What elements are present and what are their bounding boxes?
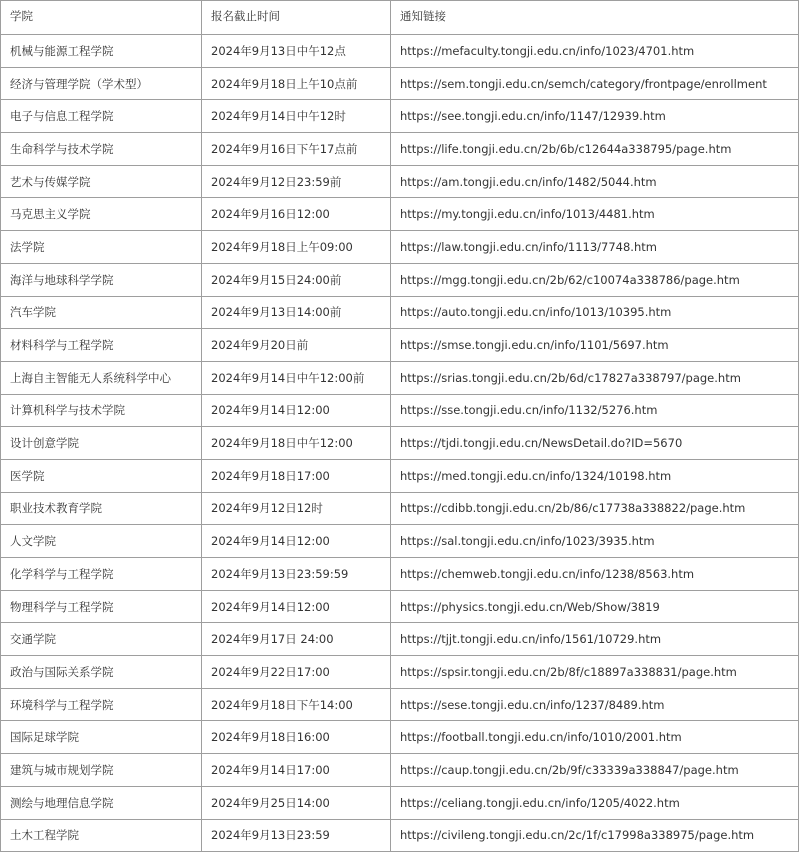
- table-row: [1, 198, 799, 231]
- notice-link-cell: https://celiang.tongji.edu.cn/info/1205/4022.htm: [391, 786, 799, 819]
- table-row: [1, 100, 799, 133]
- deadline-cell: 2024年9月20日前: [202, 329, 391, 362]
- school-name-cell: 机械与能源工程学院: [1, 35, 202, 68]
- notice-link-cell: https://sal.tongji.edu.cn/info/1023/3935.htm: [391, 525, 799, 558]
- deadline-cell: 2024年9月15日24:00前: [202, 263, 391, 296]
- school-name-cell: 化学科学与工程学院: [1, 558, 202, 591]
- table-row: [1, 786, 799, 819]
- table-row: [1, 525, 799, 558]
- notice-link-cell: https://cdibb.tongji.edu.cn/2b/86/c17738a338822/page.htm: [391, 492, 799, 525]
- notice-link-cell: https://tjdi.tongji.edu.cn/NewsDetail.do?ID=5670: [391, 427, 799, 460]
- deadline-cell: 2024年9月18日17:00: [202, 459, 391, 492]
- notice-link-cell: https://mgg.tongji.edu.cn/2b/62/c10074a338786/page.htm: [391, 263, 799, 296]
- deadline-cell: 2024年9月13日中午12点: [202, 35, 391, 68]
- school-name-cell: 人文学院: [1, 525, 202, 558]
- notice-link-cell: https://srias.tongji.edu.cn/2b/6d/c17827a338797/page.htm: [391, 361, 799, 394]
- deadline-cell: 2024年9月14日12:00: [202, 394, 391, 427]
- notice-link-cell: https://law.tongji.edu.cn/info/1113/7748.htm: [391, 231, 799, 264]
- school-name-cell: 生命科学与技术学院: [1, 133, 202, 166]
- school-name-cell: 经济与管理学院（学术型）: [1, 67, 202, 100]
- notice-link-cell: https://mefaculty.tongji.edu.cn/info/1023/4701.htm: [391, 35, 799, 68]
- table-row: [1, 721, 799, 754]
- school-name-cell: 设计创意学院: [1, 427, 202, 460]
- table-row: [1, 819, 799, 852]
- deadline-cell: 2024年9月18日16:00: [202, 721, 391, 754]
- deadline-cell: 2024年9月14日17:00: [202, 754, 391, 787]
- notice-link-cell: https://smse.tongji.edu.cn/info/1101/5697.htm: [391, 329, 799, 362]
- school-name-cell: 测绘与地理信息学院: [1, 786, 202, 819]
- notice-link-cell: https://tjjt.tongji.edu.cn/info/1561/10729.htm: [391, 623, 799, 656]
- deadline-cell: 2024年9月16日下午17点前: [202, 133, 391, 166]
- table-row: [1, 35, 799, 68]
- header-deadline: 报名截止时间: [202, 1, 391, 35]
- notice-link-cell: https://physics.tongji.edu.cn/Web/Show/3819: [391, 590, 799, 623]
- deadline-cell: 2024年9月13日23:59: [202, 819, 391, 852]
- deadline-cell: 2024年9月16日12:00: [202, 198, 391, 231]
- school-name-cell: 交通学院: [1, 623, 202, 656]
- school-name-cell: 电子与信息工程学院: [1, 100, 202, 133]
- deadline-cell: 2024年9月22日17:00: [202, 656, 391, 689]
- deadline-cell: 2024年9月12日23:59前: [202, 165, 391, 198]
- school-name-cell: 材料科学与工程学院: [1, 329, 202, 362]
- school-name-cell: 环境科学与工程学院: [1, 688, 202, 721]
- notice-link-cell: https://am.tongji.edu.cn/info/1482/5044.htm: [391, 165, 799, 198]
- table-row: [1, 263, 799, 296]
- table-row: [1, 361, 799, 394]
- school-name-cell: 医学院: [1, 459, 202, 492]
- header-link: 通知链接: [391, 1, 799, 35]
- school-name-cell: 职业技术教育学院: [1, 492, 202, 525]
- table-row: [1, 67, 799, 100]
- table-row: [1, 394, 799, 427]
- table-row: [1, 688, 799, 721]
- table-row: [1, 296, 799, 329]
- table-row: [1, 656, 799, 689]
- table-header-row: [1, 1, 799, 35]
- table-row: [1, 558, 799, 591]
- deadline-cell: 2024年9月14日中午12时: [202, 100, 391, 133]
- deadline-cell: 2024年9月14日12:00: [202, 525, 391, 558]
- deadline-cell: 2024年9月25日14:00: [202, 786, 391, 819]
- notice-link-cell: https://caup.tongji.edu.cn/2b/9f/c33339a338847/page.htm: [391, 754, 799, 787]
- notice-link-cell: https://spsir.tongji.edu.cn/2b/8f/c18897a338831/page.htm: [391, 656, 799, 689]
- table-row: [1, 754, 799, 787]
- deadline-cell: 2024年9月18日中午12:00: [202, 427, 391, 460]
- deadline-cell: 2024年9月13日23:59:59: [202, 558, 391, 591]
- table-row: [1, 133, 799, 166]
- deadline-cell: 2024年9月14日12:00: [202, 590, 391, 623]
- table-row: [1, 459, 799, 492]
- deadline-cell: 2024年9月13日14:00前: [202, 296, 391, 329]
- deadline-cell: 2024年9月12日12时: [202, 492, 391, 525]
- notice-link-cell: https://sse.tongji.edu.cn/info/1132/5276.htm: [391, 394, 799, 427]
- notice-link-cell: https://sem.tongji.edu.cn/semch/category/frontpage/enrollment: [391, 67, 799, 100]
- table-row: [1, 623, 799, 656]
- notice-link-cell: https://football.tongji.edu.cn/info/1010/2001.htm: [391, 721, 799, 754]
- school-name-cell: 上海自主智能无人系统科学中心: [1, 361, 202, 394]
- school-name-cell: 艺术与传媒学院: [1, 165, 202, 198]
- deadline-cell: 2024年9月18日上午09:00: [202, 231, 391, 264]
- school-name-cell: 计算机科学与技术学院: [1, 394, 202, 427]
- table-body: [1, 35, 799, 852]
- header-school: 学院: [1, 1, 202, 35]
- table-row: [1, 427, 799, 460]
- table-row: [1, 231, 799, 264]
- deadline-cell: 2024年9月14日中午12:00前: [202, 361, 391, 394]
- notice-link-cell: https://chemweb.tongji.edu.cn/info/1238/8563.htm: [391, 558, 799, 591]
- table-row: [1, 329, 799, 362]
- notice-link-cell: https://med.tongji.edu.cn/info/1324/10198.htm: [391, 459, 799, 492]
- notice-link-cell: https://my.tongji.edu.cn/info/1013/4481.htm: [391, 198, 799, 231]
- notice-link-cell: https://see.tongji.edu.cn/info/1147/12939.htm: [391, 100, 799, 133]
- school-name-cell: 政治与国际关系学院: [1, 656, 202, 689]
- school-name-cell: 法学院: [1, 231, 202, 264]
- notice-link-cell: https://sese.tongji.edu.cn/info/1237/8489.htm: [391, 688, 799, 721]
- school-name-cell: 国际足球学院: [1, 721, 202, 754]
- table-row: [1, 492, 799, 525]
- school-name-cell: 汽车学院: [1, 296, 202, 329]
- school-name-cell: 土木工程学院: [1, 819, 202, 852]
- table-row: [1, 590, 799, 623]
- school-name-cell: 马克思主义学院: [1, 198, 202, 231]
- school-name-cell: 建筑与城市规划学院: [1, 754, 202, 787]
- notice-link-cell: https://auto.tongji.edu.cn/info/1013/10395.htm: [391, 296, 799, 329]
- deadline-cell: 2024年9月18日上午10点前: [202, 67, 391, 100]
- notice-link-cell: https://life.tongji.edu.cn/2b/6b/c12644a338795/page.htm: [391, 133, 799, 166]
- deadline-cell: 2024年9月17日 24:00: [202, 623, 391, 656]
- deadline-cell: 2024年9月18日下午14:00: [202, 688, 391, 721]
- table-row: [1, 165, 799, 198]
- notice-link-cell: https://civileng.tongji.edu.cn/2c/1f/c17998a338975/page.htm: [391, 819, 799, 852]
- school-name-cell: 海洋与地球科学学院: [1, 263, 202, 296]
- school-name-cell: 物理科学与工程学院: [1, 590, 202, 623]
